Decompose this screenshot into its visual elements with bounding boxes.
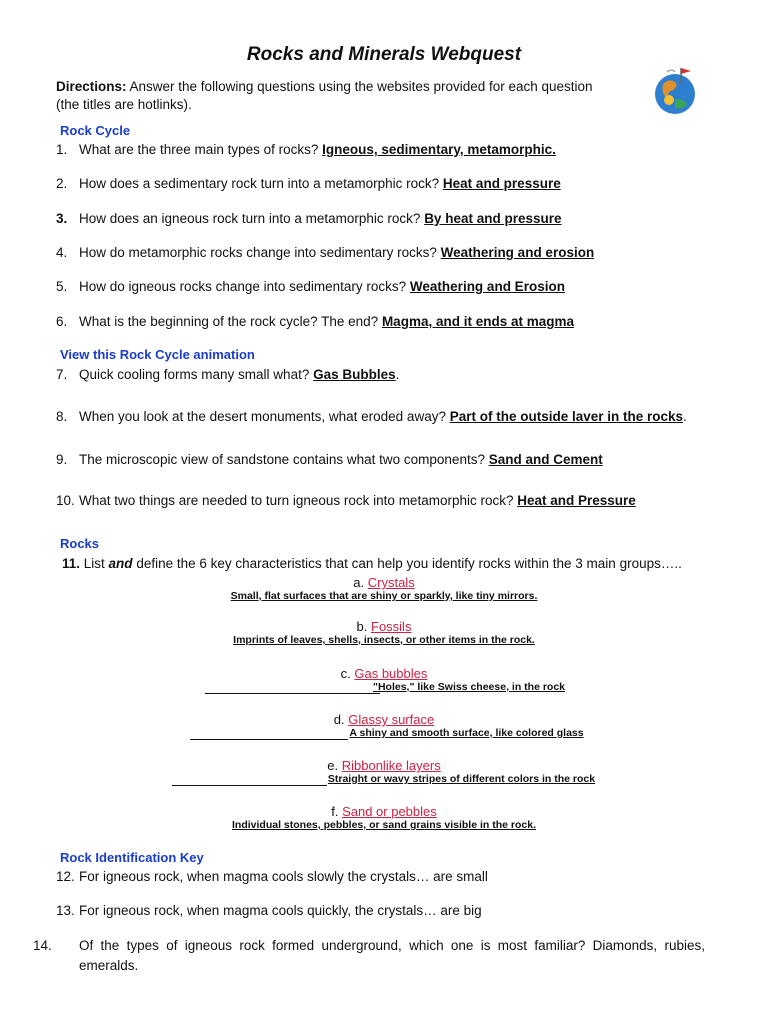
characteristic-desc: A shiny and smooth surface, like colored glass bbox=[349, 727, 584, 739]
characteristic-b bbox=[0, 619, 768, 646]
question-answer: Gas Bubbles bbox=[313, 367, 396, 382]
answer-line bbox=[190, 739, 348, 740]
link-rocks[interactable]: Rocks bbox=[60, 536, 100, 551]
characteristic-name: Ribbonlike layers bbox=[341, 758, 441, 773]
question-number: 1. bbox=[56, 142, 68, 157]
question-2 bbox=[56, 174, 706, 194]
question-punct: . bbox=[395, 367, 400, 382]
question-text: When you look at the desert monuments, what eroded away? bbox=[79, 409, 450, 424]
question-text: The microscopic view of sandstone contains what two components? bbox=[79, 452, 489, 467]
question-number: 7. bbox=[56, 367, 68, 382]
characteristic-desc: Imprints of leaves, shells, insects, or other items in the rock. bbox=[233, 634, 535, 646]
question-number: 8. bbox=[56, 409, 68, 424]
question-7 bbox=[56, 365, 706, 385]
characteristic-letter: d. bbox=[333, 712, 345, 727]
question-12 bbox=[56, 867, 706, 887]
directions-text: Answer the following questions using the websites provided for each question (the titles are hotlinks). bbox=[56, 79, 593, 112]
question-number: 10. bbox=[56, 493, 75, 508]
question-answer: Sand and Cement bbox=[488, 452, 603, 467]
characteristic-letter: e. bbox=[327, 758, 339, 773]
characteristic-name: Crystals bbox=[367, 575, 415, 590]
answer-line bbox=[205, 693, 380, 694]
characteristic-name: Fossils bbox=[371, 619, 412, 634]
characteristic-letter: a. bbox=[353, 575, 365, 590]
question-text: List bbox=[80, 556, 109, 571]
question-text: define the 6 key characteristics that can help you identify rocks within the 3 main groups….. bbox=[132, 556, 682, 571]
question-answer: Part of the outside laver in the rocks bbox=[449, 409, 684, 424]
characteristic-c bbox=[0, 666, 768, 693]
answer-line bbox=[172, 785, 327, 786]
characteristic-desc: "Holes," like Swiss cheese, in the rock bbox=[372, 681, 566, 693]
directions-label: Directions: bbox=[56, 79, 127, 94]
characteristic-desc: Small, flat surfaces that are shiny or sparkly, like tiny mirrors. bbox=[230, 590, 538, 602]
question-14 bbox=[33, 936, 705, 976]
question-9 bbox=[56, 450, 706, 470]
question-answer: Weathering and erosion bbox=[440, 245, 595, 260]
page-title: Rocks and Minerals Webquest bbox=[246, 44, 522, 65]
question-answer: Igneous, sedimentary, metamorphic. bbox=[322, 142, 556, 157]
question-3 bbox=[56, 209, 706, 229]
question-8 bbox=[56, 407, 706, 427]
question-punct: . bbox=[683, 409, 687, 424]
question-6 bbox=[56, 312, 706, 332]
characteristic-letter: c. bbox=[340, 666, 351, 681]
question-number: 5. bbox=[56, 279, 68, 294]
question-answer: By heat and pressure bbox=[424, 211, 562, 226]
question-text: How does an igneous rock turn into a metamorphic rock? bbox=[79, 211, 425, 226]
characteristic-d bbox=[0, 712, 768, 739]
characteristic-desc: Straight or wavy stripes of different colors in the rock bbox=[327, 773, 596, 785]
directions bbox=[56, 78, 616, 114]
question-answer: Heat and pressure bbox=[442, 176, 561, 191]
question-text: What is the beginning of the rock cycle? The end? bbox=[79, 314, 382, 329]
link-rock-cycle-animation[interactable]: View this Rock Cycle animation bbox=[60, 347, 255, 362]
question-text: Of the types of igneous rock formed underground, which one is most familiar? Diamonds, rubies, emeralds. bbox=[79, 938, 705, 973]
question-text: What two things are needed to turn igneous rock into metamorphic rock? bbox=[79, 493, 518, 508]
question-text: How do metamorphic rocks change into sedimentary rocks? bbox=[79, 245, 441, 260]
characteristic-desc: Individual stones, pebbles, or sand grains visible in the rock. bbox=[232, 819, 536, 831]
question-text: For igneous rock, when magma cools quickly, the crystals… are big bbox=[79, 903, 482, 918]
question-number: 11. bbox=[62, 556, 81, 571]
characteristic-letter: b. bbox=[356, 619, 368, 634]
question-number: 3. bbox=[56, 211, 68, 226]
characteristic-letter: f. bbox=[331, 804, 339, 819]
question-number: 12. bbox=[56, 869, 75, 884]
characteristic-name: Glassy surface bbox=[348, 712, 435, 727]
question-number: 14. bbox=[33, 938, 52, 953]
question-emphasis: and bbox=[108, 556, 133, 571]
question-10 bbox=[56, 491, 706, 511]
question-1 bbox=[56, 140, 706, 160]
characteristic-name: Gas bubbles bbox=[354, 666, 428, 681]
question-4 bbox=[56, 243, 706, 263]
globe-icon bbox=[645, 60, 705, 120]
question-number: 9. bbox=[56, 452, 68, 467]
question-number: 13. bbox=[56, 903, 75, 918]
question-number: 6. bbox=[56, 314, 68, 329]
question-number: 4. bbox=[56, 245, 68, 260]
link-rock-identification-key[interactable]: Rock Identification Key bbox=[60, 850, 204, 865]
question-answer: Magma, and it ends at magma bbox=[381, 314, 574, 329]
characteristic-name: Sand or pebbles bbox=[342, 804, 437, 819]
characteristic-a bbox=[0, 575, 768, 602]
link-rock-cycle[interactable]: Rock Cycle bbox=[60, 123, 131, 138]
question-answer: Heat and Pressure bbox=[517, 493, 636, 508]
characteristic-e bbox=[0, 758, 768, 785]
question-13 bbox=[56, 901, 706, 921]
question-text: How do igneous rocks change into sedimentary rocks? bbox=[79, 279, 410, 294]
question-text: How does a sedimentary rock turn into a metamorphic rock? bbox=[79, 176, 443, 191]
question-text: What are the three main types of rocks? bbox=[79, 142, 323, 157]
question-5 bbox=[56, 277, 706, 297]
question-text: Quick cooling forms many small what? bbox=[79, 367, 314, 382]
question-answer: Weathering and Erosion bbox=[409, 279, 565, 294]
characteristic-f bbox=[0, 804, 768, 831]
question-11 bbox=[62, 554, 712, 574]
question-number: 2. bbox=[56, 176, 68, 191]
question-text: For igneous rock, when magma cools slowly the crystals… are small bbox=[79, 869, 488, 884]
